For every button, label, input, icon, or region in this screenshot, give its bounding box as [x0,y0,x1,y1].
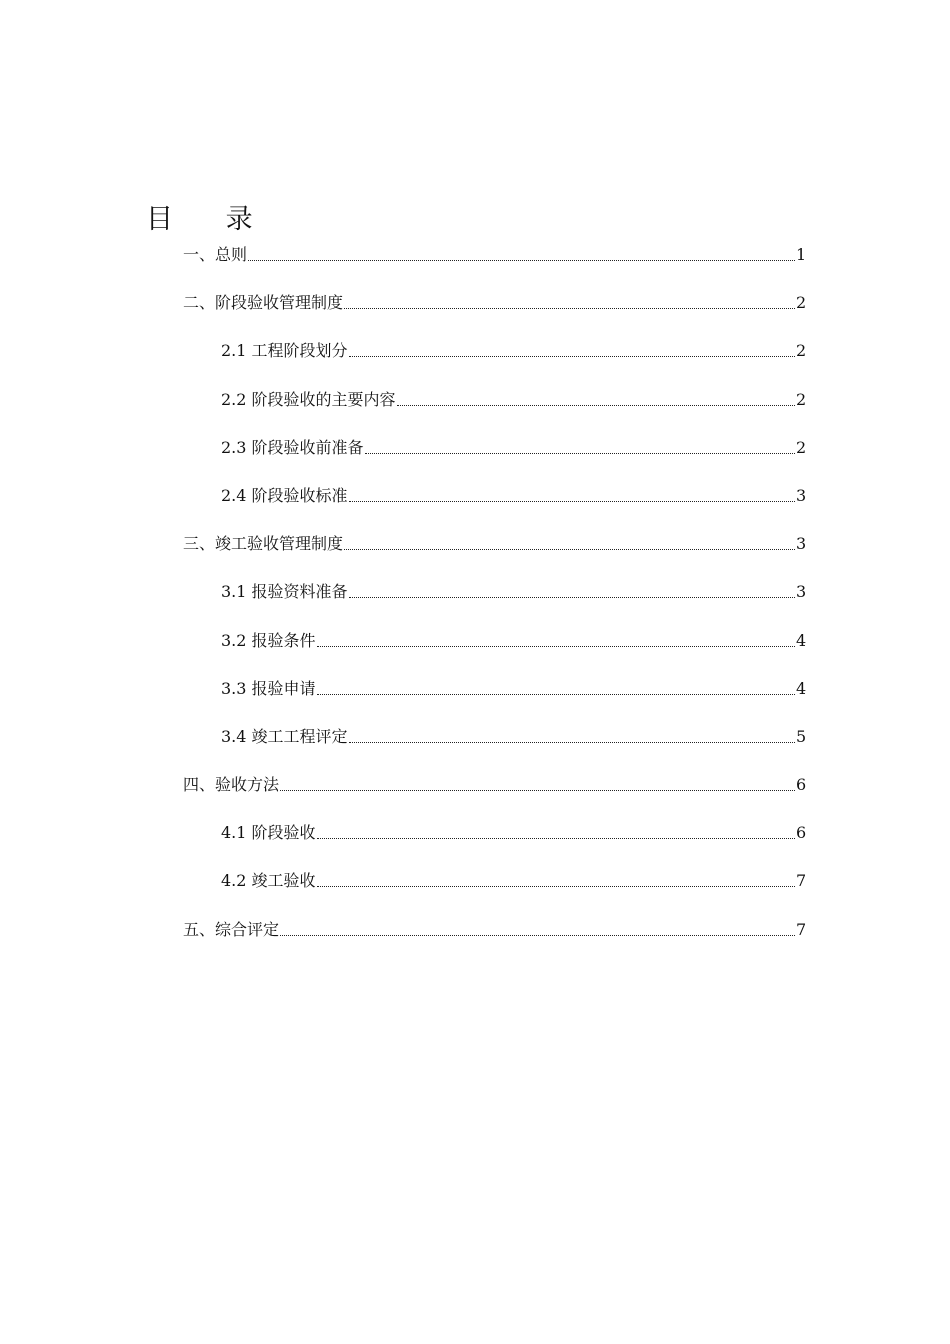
dot-leader [349,340,795,357]
toc-entry-label: 4.2 竣工验收 [221,871,316,891]
toc-entry[interactable] [0,766,950,814]
toc-entry[interactable] [0,862,950,910]
toc-entry-page: 7 [796,919,807,939]
dot-leader [317,870,795,887]
toc-entry-label: 三、竣工验收管理制度 [183,534,344,554]
toc-entry[interactable] [0,236,950,284]
toc-entry-page: 2 [796,293,807,313]
toc-entry-page: 3 [796,485,807,505]
toc-entry-label: 2.2 阶段验收的主要内容 [221,389,396,409]
toc-title: 目 录 [146,204,275,235]
toc-entry[interactable] [0,284,950,332]
toc-entry-page: 4 [796,678,807,698]
toc-entry[interactable] [0,622,950,670]
toc-entry[interactable] [0,718,950,766]
toc-entry-label: 3.2 报验条件 [221,630,316,650]
toc-entry-page: 6 [796,775,807,795]
dot-leader [248,244,795,261]
toc-entry-page: 2 [796,437,807,457]
toc-entry[interactable] [0,477,950,525]
toc-entry-page: 3 [796,534,807,554]
toc-entry-label: 3.1 报验资料准备 [221,582,348,602]
dot-leader [280,774,795,791]
toc-entry[interactable] [0,381,950,429]
toc-entry[interactable] [0,525,950,573]
toc-entry-label: 3.3 报验申请 [221,678,316,698]
dot-leader [397,389,795,406]
dot-leader [365,437,795,454]
toc-entry-page: 6 [796,823,807,843]
toc-entry-page: 1 [796,245,807,264]
toc-entry-label: 一、总则 [183,245,248,264]
dot-leader [317,630,795,647]
toc-entry-page: 4 [796,630,807,650]
toc-entry-label: 2.4 阶段验收标准 [221,485,348,505]
toc-entry-label: 2.1 工程阶段划分 [221,341,348,361]
toc-entry-page: 2 [796,389,807,409]
dot-leader [349,581,795,598]
dot-leader [344,533,795,550]
dot-leader [349,726,795,743]
dot-leader [344,292,795,309]
toc-entry[interactable] [0,332,950,380]
dot-leader [317,822,795,839]
toc-entry-page: 7 [796,871,807,891]
dot-leader [317,678,795,695]
dot-leader [280,919,795,936]
toc-entry-label: 4.1 阶段验收 [221,823,316,843]
toc-entry[interactable] [0,670,950,718]
toc-entry-page: 5 [796,726,807,746]
toc-entry-label: 2.3 阶段验收前准备 [221,437,364,457]
toc-entry-label: 二、阶段验收管理制度 [183,293,344,313]
toc-entry[interactable] [0,573,950,621]
toc-entry-page: 3 [796,582,807,602]
toc-list [0,236,950,959]
toc-entry-page: 2 [796,341,807,361]
toc-entry[interactable] [0,814,950,862]
toc-entry-label: 四、验收方法 [183,775,280,795]
dot-leader [349,485,795,502]
toc-entry-label: 3.4 竣工工程评定 [221,726,348,746]
toc-entry[interactable] [0,429,950,477]
toc-entry[interactable] [0,911,950,959]
toc-entry-label: 五、综合评定 [183,919,280,939]
